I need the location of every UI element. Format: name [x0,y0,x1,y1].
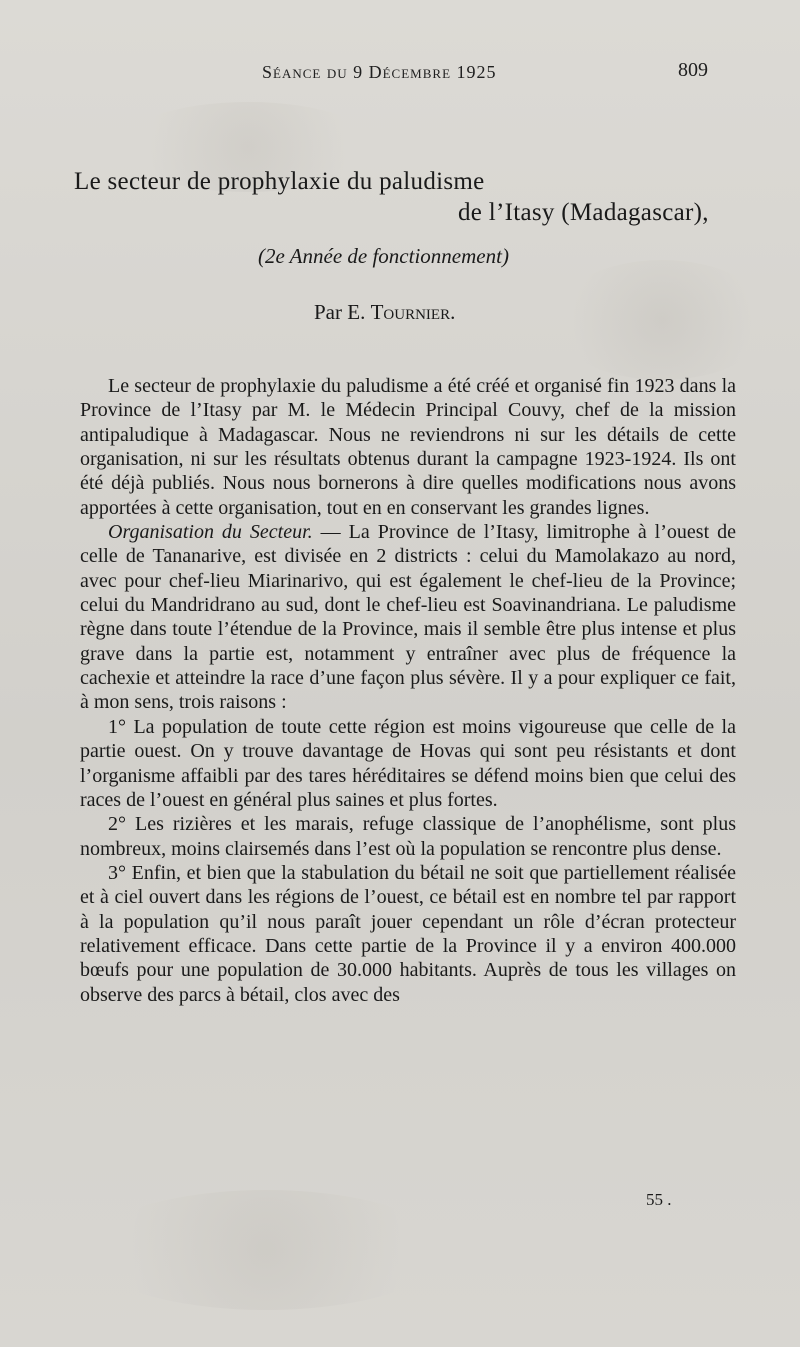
article-body [80,374,736,1182]
body-paragraph: 3° Enfin, et bien que la stabulation du bétail ne soit que partiellement réalisée et à ciel ouvert dans les régions de l’ouest, ce bétail est en nombre tel par rapport à la population qu’il nous paraît jouer cependant un rôle d’écran protecteur relativement efficace. Dans cette partie de la Province il y a environ 400.000 bœufs pour une population de 30.000 habitants. Auprès de tous les villages on observe des parcs à bétail, clos avec des [80,861,736,1006]
paper-stain [86,1190,446,1310]
running-title: Séance du 9 Décembre 1925 [262,62,497,82]
article-subtitle: (2e Année de fonctionnement) [258,244,509,268]
article-title-line-1: Le secteur de prophylaxie du paludisme [74,168,485,195]
printer-signature: 55 . [646,1190,672,1209]
author-name: Tournier. [370,300,456,324]
author-prefix: Par E. [314,300,371,324]
article-author [314,300,455,325]
page-header [0,58,800,88]
organisation-heading: Organisation du Secteur. [108,521,313,544]
body-paragraph: 1° La population de toute cette région est moins vigoureuse que celle de la partie ouest. On y trouve davantage de Hovas qui sont peu résistants et dont l’organisme affaibli par des tares héréditaires se défend moins bien que celui des races de l’ouest en général plus saines et plus fortes. [80,715,736,811]
body-paragraph: 2° Les rizières et les marais, refuge classique de l’anophélisme, sont plus nombreux, moins clairsemés dans l’est où la population se rencontre plus dense. [80,813,736,860]
page-number: 809 [678,59,708,81]
article-title-block [0,168,800,328]
body-paragraph: Le secteur de prophylaxie du paludisme a été créé et organisé fin 1923 dans la Province de l’Itasy par M. le Médecin Principal Couvy, chef de la mission antipaludique à Madagascar. Nous ne reviendrons ni sur les détails de cette organisation, ni sur les résultats obtenus durant la campagne 1923-1924. Ils ont été déjà publiés. Nous nous bornerons à dire quelles modifications nous avons apportées à cette organisation, tout en en conservant les grandes lignes. [80,375,736,519]
organisation-text: — La Province de l’Itasy, limitrophe à l’ouest de celle de Tananarive, est divisée en 2 districts : celui du Mamolakazo au nord, avec pour chef-lieu Miarinarivo, qui est également le chef-lieu de la Province; celui du Mandridrano au sud, dont le chef-lieu est Soavinandriana. Le paludisme règne dans toute l’étendue de la Province, mais il semble être plus intense et plus grave dans la partie est, notamment y entraîner avec plus de fréquence la cachexie et atteindre la race d’une façon plus sévère. Il y a pour expliquer ce fait, à mon sens, trois raisons : [80,521,736,714]
article-title-line-2: de l’Itasy (Madagascar), [458,199,709,226]
body-paragraph-organisation [80,520,736,715]
